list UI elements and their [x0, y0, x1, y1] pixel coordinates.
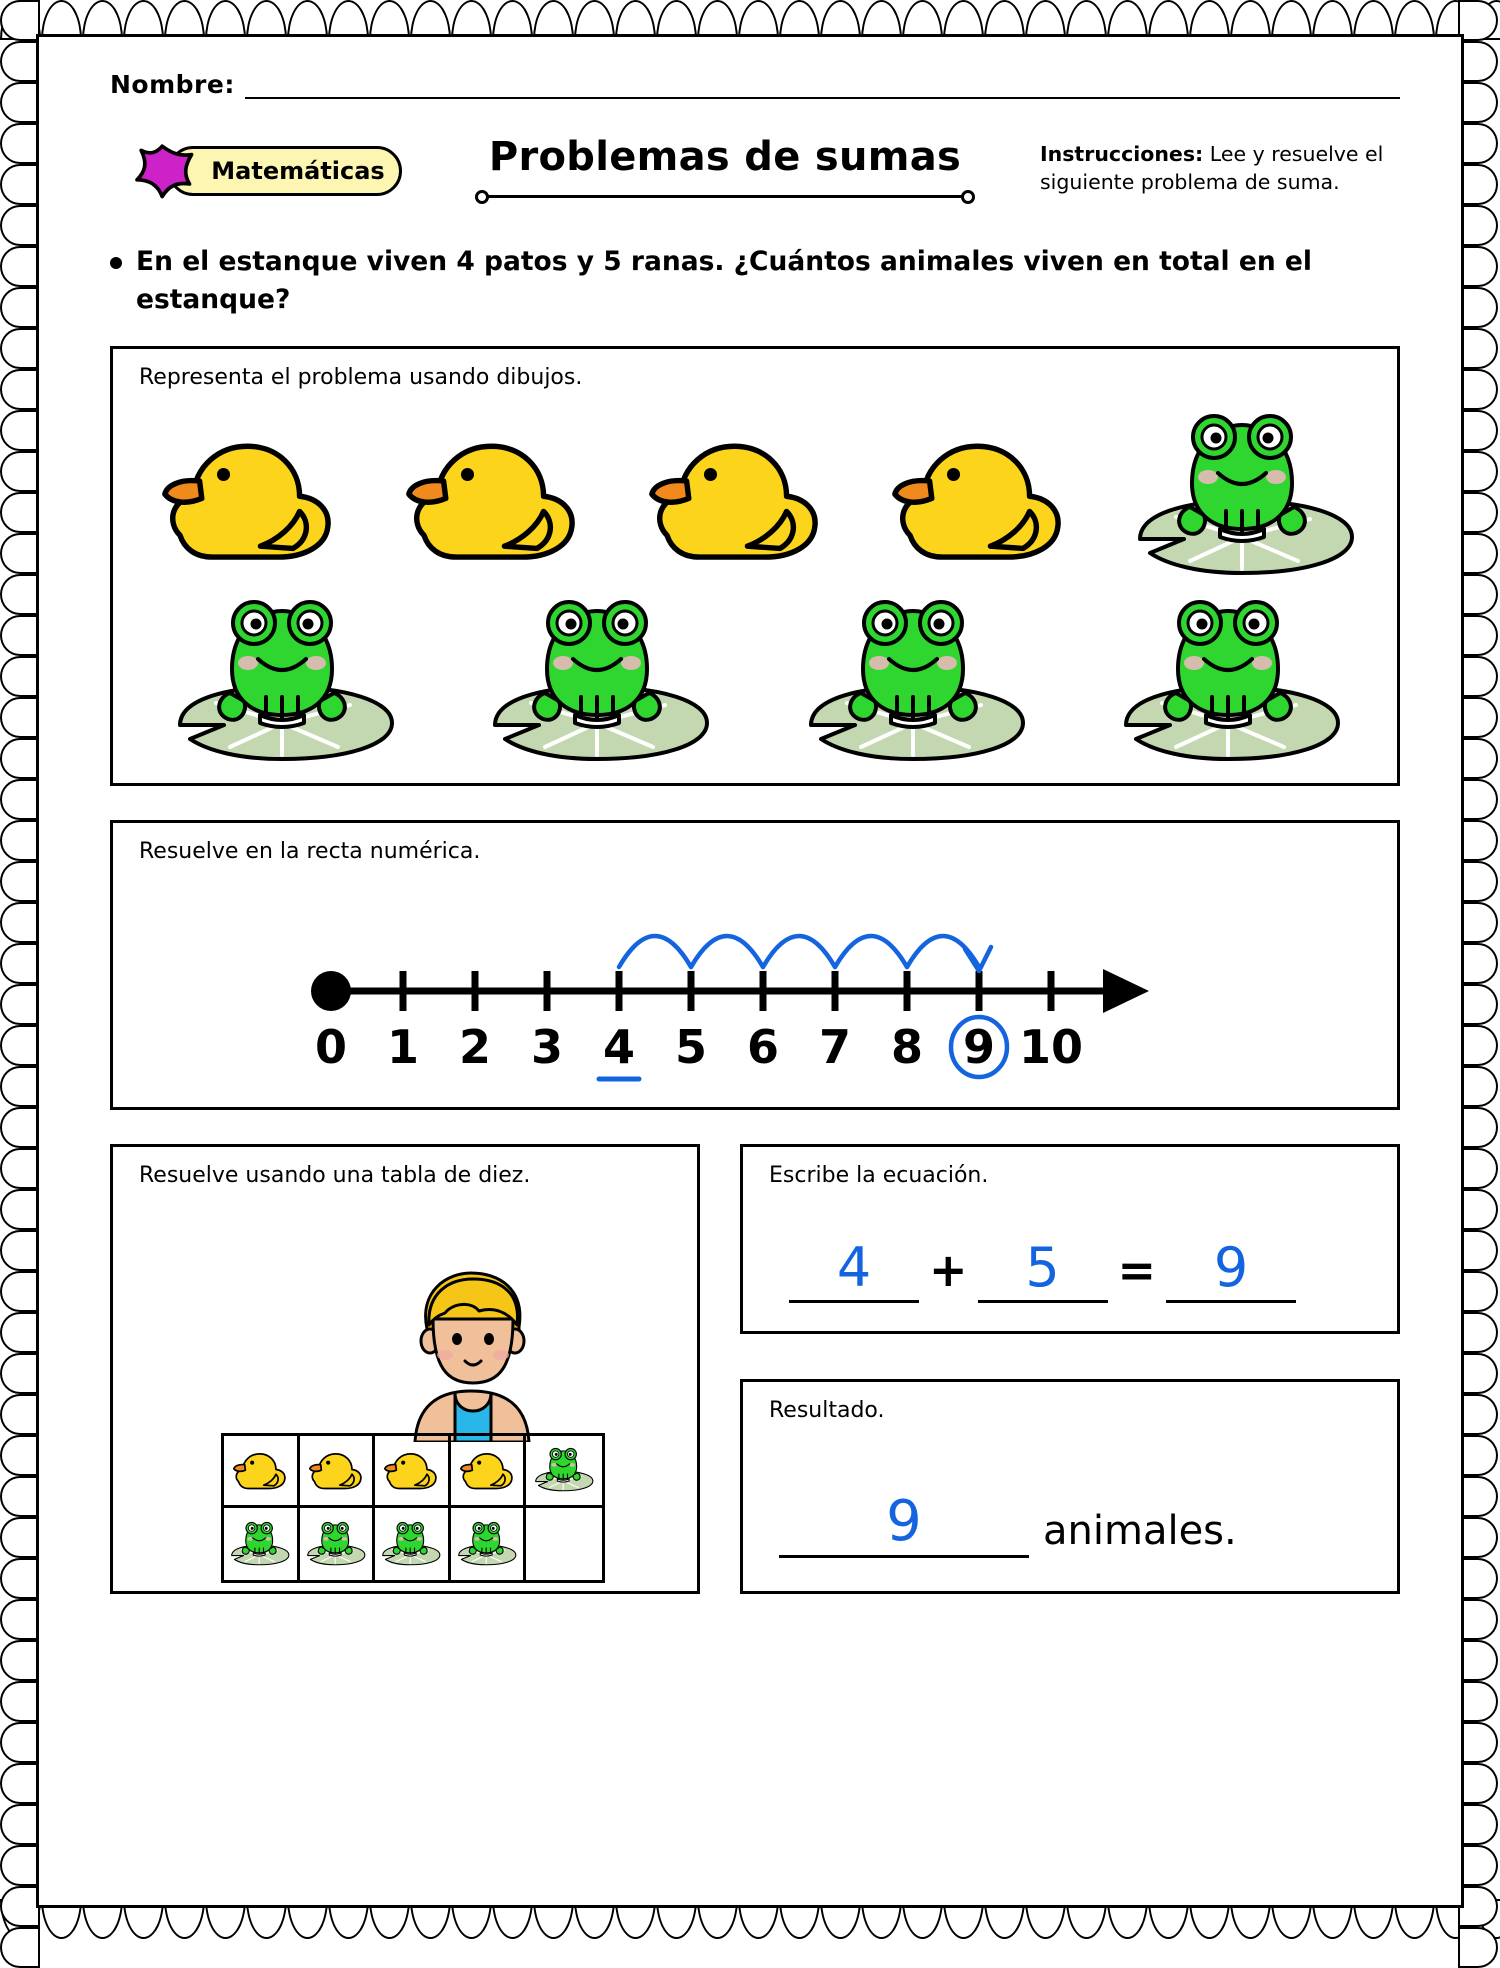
result-row — [779, 1478, 1237, 1558]
bottom-area — [110, 1144, 1400, 1599]
instructions-label: Instrucciones: — [1040, 142, 1204, 167]
draw-section — [110, 346, 1400, 786]
duck-icon — [643, 418, 828, 581]
duck-icon — [156, 418, 341, 581]
header-row — [110, 125, 1400, 213]
ten-frame-cell[interactable] — [375, 1436, 451, 1508]
svg-text:1: 1 — [386, 1019, 420, 1074]
frog-icon — [485, 597, 715, 767]
svg-text:8: 8 — [890, 1019, 924, 1074]
frog-icon — [170, 597, 400, 767]
ten-frame-cell[interactable] — [375, 1508, 451, 1580]
equation-sum-slot[interactable] — [1166, 1225, 1296, 1303]
frog-icon — [456, 1521, 518, 1567]
equation-section-label: Escribe la ecuación. — [769, 1162, 989, 1188]
result-section-label: Resultado. — [769, 1397, 885, 1423]
ten-frame-cell[interactable] — [526, 1508, 602, 1580]
scallop-border-right — [1458, 0, 1500, 1941]
result-answer-value: 9 — [886, 1488, 922, 1554]
problem-statement — [110, 243, 1400, 320]
ten-frame-cell[interactable] — [300, 1508, 376, 1580]
result-unit-label: animales. — [1043, 1507, 1237, 1554]
frog-icon — [1116, 597, 1346, 767]
ten-frame-cell[interactable] — [451, 1436, 527, 1508]
draw-section-label: Representa el problema usando dibujos. — [139, 364, 583, 390]
svg-text:3: 3 — [530, 1019, 564, 1074]
frog-icon — [1130, 411, 1360, 581]
equation-operator: + — [929, 1242, 968, 1297]
equation-addend1-value: 4 — [836, 1235, 872, 1299]
ten-frame[interactable] — [221, 1433, 605, 1583]
duck-icon — [400, 418, 585, 581]
equation-equals: = — [1117, 1242, 1157, 1297]
svg-text:9: 9 — [962, 1019, 996, 1074]
svg-text:4: 4 — [602, 1019, 636, 1074]
numberline-section — [110, 820, 1400, 1110]
frog-row — [127, 597, 1389, 767]
result-section — [740, 1379, 1400, 1594]
tenframe-section — [110, 1144, 700, 1594]
title-block — [410, 134, 1040, 204]
equation-section — [740, 1144, 1400, 1334]
name-row — [110, 70, 1400, 99]
svg-text:7: 7 — [818, 1019, 852, 1074]
duck-icon — [231, 1445, 289, 1496]
equation-addend1-slot[interactable] — [789, 1225, 919, 1303]
name-label: Nombre: — [110, 70, 235, 99]
equation-row — [789, 1225, 1296, 1303]
tenframe-section-label: Resuelve usando una tabla de diez. — [139, 1162, 531, 1188]
instructions — [1040, 141, 1400, 196]
duck-icon — [886, 418, 1071, 581]
ten-frame-cell[interactable] — [451, 1508, 527, 1580]
frog-icon — [533, 1447, 595, 1493]
equation-addend2-value: 5 — [1025, 1235, 1060, 1299]
worksheet-content — [110, 70, 1400, 1599]
result-answer-slot[interactable] — [779, 1478, 1029, 1558]
svg-text:6: 6 — [746, 1019, 780, 1074]
ten-frame-cell[interactable] — [300, 1436, 376, 1508]
name-input-line[interactable] — [245, 71, 1400, 99]
bullet-icon — [110, 257, 122, 269]
frog-icon — [380, 1521, 442, 1567]
page-title: Problemas de sumas — [488, 134, 962, 180]
ten-frame-cell[interactable] — [224, 1508, 300, 1580]
svg-text:5: 5 — [674, 1019, 708, 1074]
kid-illustration — [375, 1267, 565, 1442]
title-rule — [475, 190, 975, 204]
numberline-section-label: Resuelve en la recta numérica. — [139, 838, 481, 864]
equation-addend2-slot[interactable] — [978, 1225, 1108, 1303]
duck-icon — [307, 1445, 365, 1496]
problem-text: En el estanque viven 4 patos y 5 ranas. ¿Cuántos animales viven en total en el estanque? — [136, 246, 1312, 316]
svg-text:10: 10 — [1018, 1019, 1084, 1074]
equation-sum-value: 9 — [1213, 1235, 1249, 1299]
ten-frame-cell[interactable] — [526, 1436, 602, 1508]
numberline[interactable] — [303, 913, 1233, 1083]
frog-icon — [229, 1521, 291, 1567]
duck-row — [127, 411, 1389, 581]
ten-frame-cell[interactable] — [224, 1436, 300, 1508]
subject-badge — [110, 132, 410, 206]
instructions-text: Lee y resuelve el siguiente problema de suma. — [1040, 142, 1384, 194]
frog-icon — [801, 597, 1031, 767]
duck-icon — [382, 1445, 440, 1496]
subject-badge-label: Matemáticas — [211, 157, 385, 185]
svg-text:0: 0 — [314, 1019, 348, 1074]
frog-icon — [305, 1521, 367, 1567]
svg-text:2: 2 — [458, 1019, 492, 1074]
duck-icon — [458, 1445, 516, 1496]
